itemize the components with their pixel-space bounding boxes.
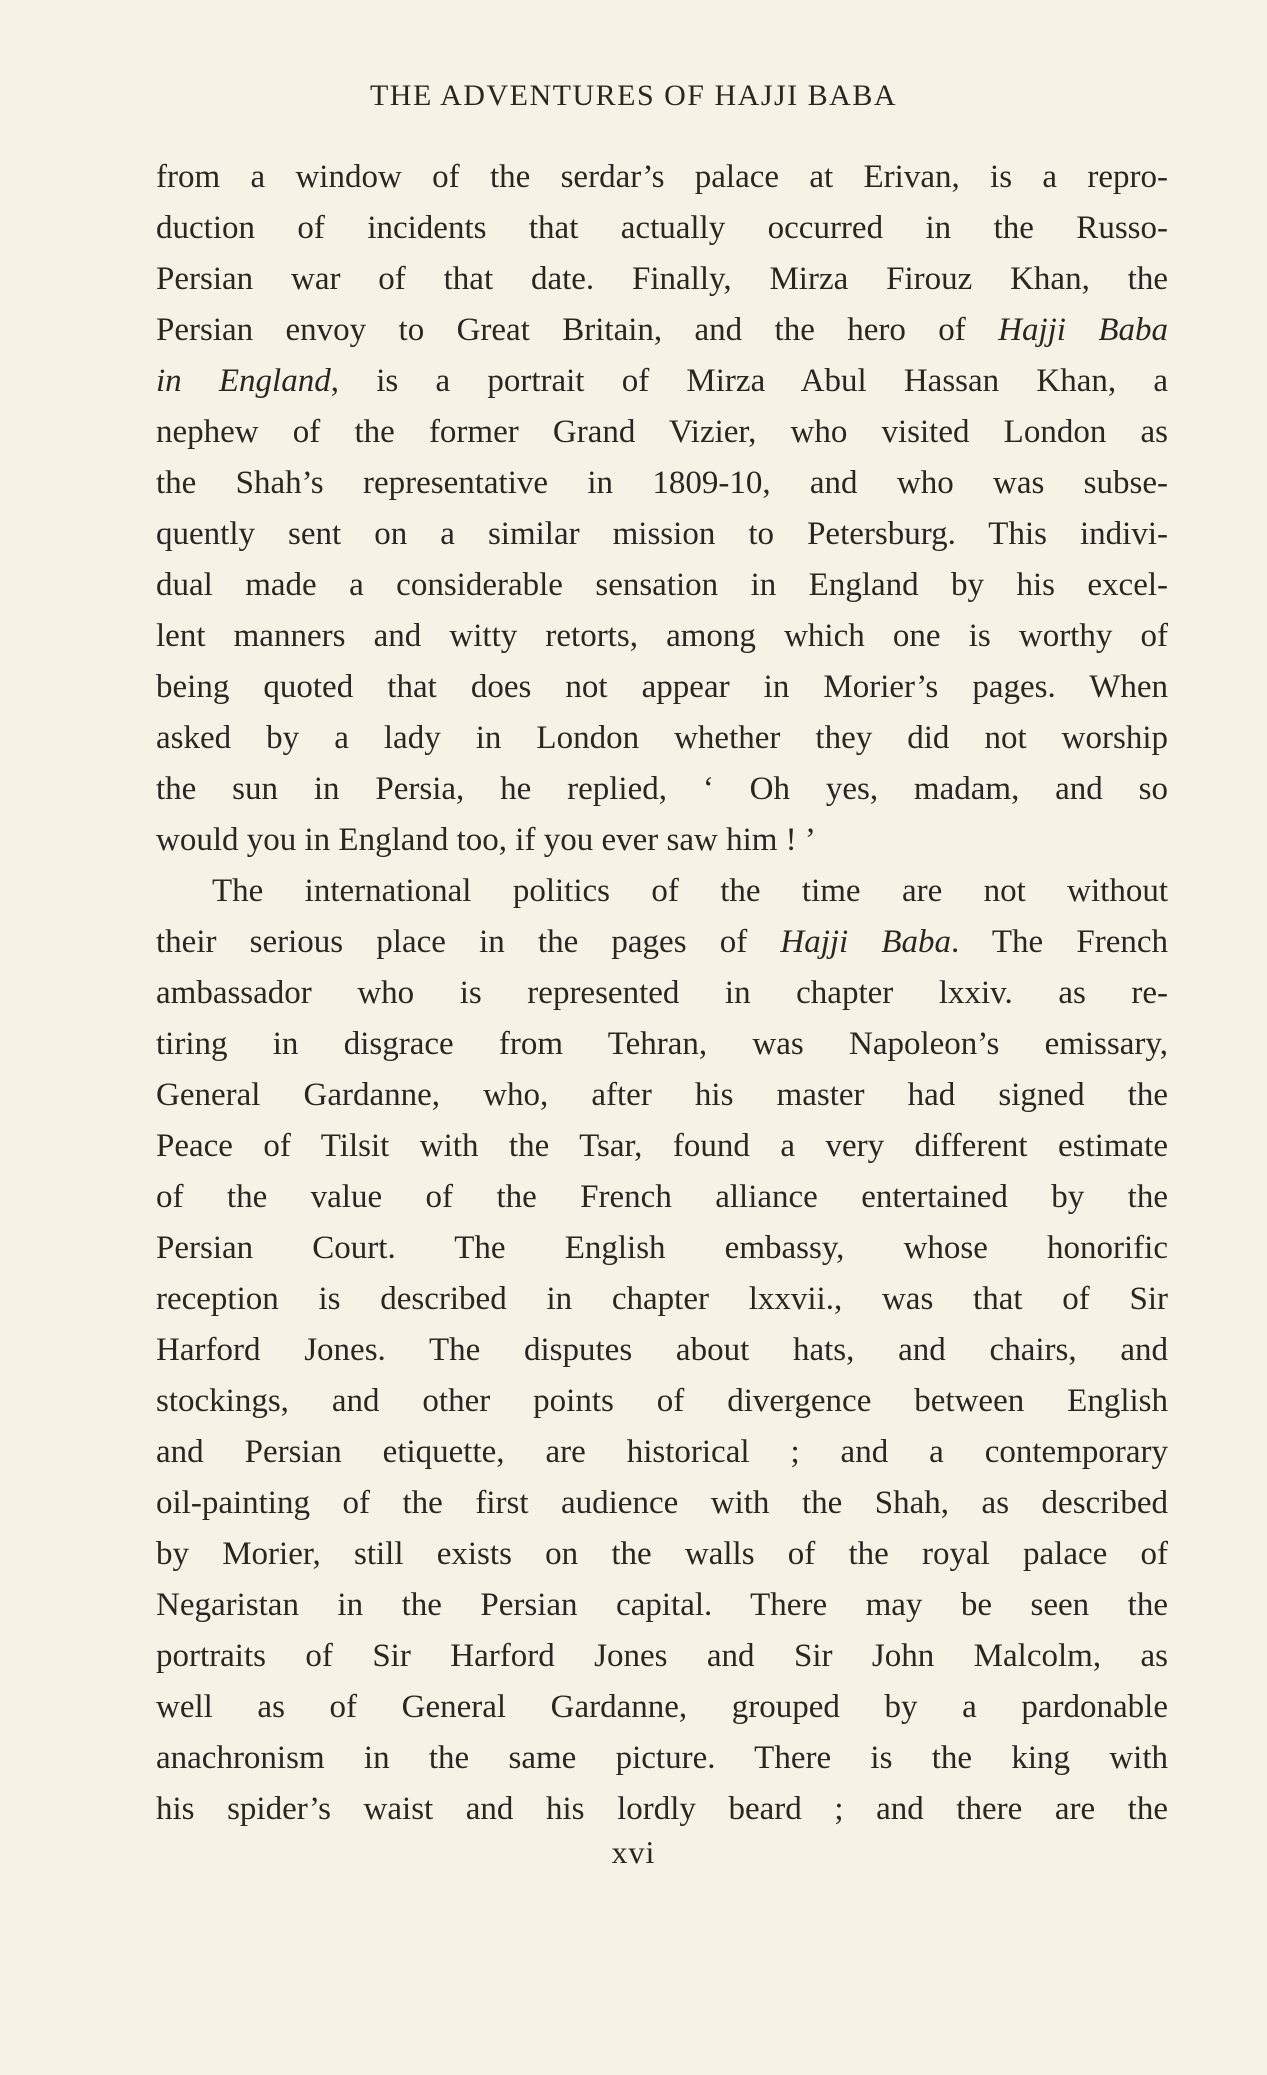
text-line: General Gardanne, who, after his master had signed the bbox=[156, 1077, 1168, 1113]
text-line: the Shah’s representative in 1809-10, and who was subse- bbox=[156, 465, 1168, 501]
text-line: Peace of Tilsit with the Tsar, found a very different estimate bbox=[156, 1128, 1168, 1164]
paragraph bbox=[156, 866, 1168, 1835]
text-line: dual made a considerable sensation in England by his excel- bbox=[156, 567, 1168, 603]
text-line: Persian envoy to Great Britain, and the hero of Hajji Baba bbox=[156, 312, 1168, 348]
text-line: tiring in disgrace from Tehran, was Napoleon’s emissary, bbox=[156, 1026, 1168, 1062]
body-text bbox=[156, 152, 1168, 1835]
text-line: Persian Court. The English embassy, whose honorific bbox=[156, 1230, 1168, 1266]
text-line: his spider’s waist and his lordly beard ; and there are the bbox=[156, 1791, 1168, 1827]
text-line: portraits of Sir Harford Jones and Sir John Malcolm, as bbox=[156, 1638, 1168, 1674]
text-line: and Persian etiquette, are historical ; and a contemporary bbox=[156, 1434, 1168, 1470]
text-line: from a window of the serdar’s palace at Erivan, is a repro- bbox=[156, 159, 1168, 195]
text-line: duction of incidents that actually occurred in the Russo- bbox=[156, 210, 1168, 246]
paragraph bbox=[156, 152, 1168, 866]
text-line: ambassador who is represented in chapter lxxiv. as re- bbox=[156, 975, 1168, 1011]
page-number: xvi bbox=[611, 1834, 656, 1870]
text-line: Persian war of that date. Finally, Mirza Firouz Khan, the bbox=[156, 261, 1168, 297]
text-line: quently sent on a similar mission to Petersburg. This indivi- bbox=[156, 516, 1168, 552]
running-head: THE ADVENTURES OF HAJJI BABA bbox=[369, 79, 898, 112]
text-line: by Morier, still exists on the walls of the royal palace of bbox=[156, 1536, 1168, 1572]
text-line: well as of General Gardanne, grouped by a pardonable bbox=[156, 1689, 1168, 1725]
text-line: of the value of the French alliance entertained by the bbox=[156, 1179, 1168, 1215]
text-line: nephew of the former Grand Vizier, who visited London as bbox=[156, 414, 1168, 450]
text-line: stockings, and other points of divergence between English bbox=[156, 1383, 1168, 1419]
text-line: their serious place in the pages of Hajji Baba. The French bbox=[156, 924, 1168, 960]
text-line: the sun in Persia, he replied, ‘ Oh yes, madam, and so bbox=[156, 771, 1168, 807]
text-line: Negaristan in the Persian capital. There may be seen the bbox=[156, 1587, 1168, 1623]
text-line: being quoted that does not appear in Morier’s pages. When bbox=[156, 669, 1168, 705]
text-line: reception is described in chapter lxxvii., was that of Sir bbox=[156, 1281, 1168, 1317]
text-line: would you in England too, if you ever saw him ! ’ bbox=[156, 822, 816, 858]
text-line: anachronism in the same picture. There is the king with bbox=[156, 1740, 1168, 1776]
text-line: Harford Jones. The disputes about hats, and chairs, and bbox=[156, 1332, 1168, 1368]
text-line: The international politics of the time are not without bbox=[212, 873, 1168, 909]
text-line: oil-painting of the first audience with the Shah, as described bbox=[156, 1485, 1168, 1521]
text-line: asked by a lady in London whether they did not worship bbox=[156, 720, 1168, 756]
text-line: in England, is a portrait of Mirza Abul Hassan Khan, a bbox=[156, 363, 1168, 399]
text-line: lent manners and witty retorts, among which one is worthy of bbox=[156, 618, 1168, 654]
